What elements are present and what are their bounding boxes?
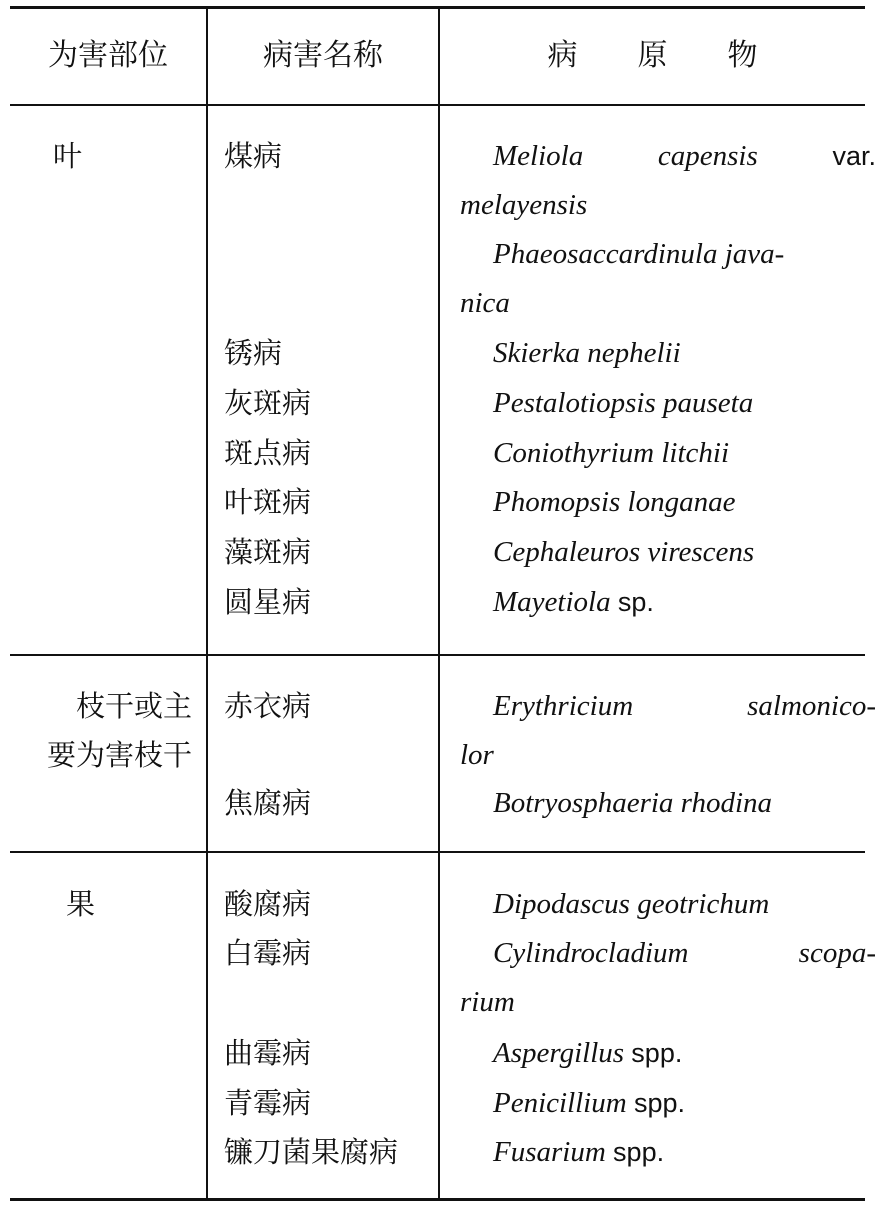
pathogen-word: Cylindrocladium [493, 937, 689, 969]
pathogen-line: rium [460, 986, 515, 1018]
pathogen-name: Cephaleuros virescens [493, 536, 755, 568]
pathogen-name [460, 230, 845, 328]
disease-name: 赤衣病 [224, 689, 312, 723]
pathogen-line: Phaeosaccardinula java- [493, 238, 785, 270]
pathogen-name [460, 929, 876, 1027]
pathogen-name [493, 1029, 682, 1078]
part-line: 枝干或主 [75, 689, 192, 723]
disease-name: 白霉病 [224, 936, 312, 970]
disease-name: 镰刀菌果腐病 [224, 1135, 399, 1169]
part-label-leaf: 叶 [53, 139, 83, 173]
disease-name: 煤病 [224, 139, 283, 173]
pathogen-rank: spp. [613, 1137, 665, 1167]
disease-name: 灰斑病 [224, 386, 312, 420]
pathogen-name [460, 132, 876, 230]
pathogen-line: nica [460, 287, 510, 319]
pathogen-name [493, 578, 654, 627]
disease-name: 曲霉病 [224, 1036, 312, 1070]
disease-name: 叶斑病 [224, 485, 312, 519]
disease-name: 焦腐病 [224, 786, 312, 820]
pathogen-name [493, 1128, 664, 1177]
pathogen-word: scopa- [798, 937, 876, 969]
disease-name: 青霉病 [224, 1086, 312, 1120]
pathogen-line: lor [460, 739, 494, 771]
disease-name: 斑点病 [224, 436, 312, 470]
pathogen-rank: spp. [633, 1088, 685, 1118]
pathogen-genus: Mayetiola [493, 586, 611, 618]
disease-name: 藻斑病 [224, 535, 312, 569]
disease-name: 锈病 [224, 336, 283, 370]
header-pathogen: 病 原 物 [547, 38, 758, 73]
part-label-fruit: 果 [66, 887, 96, 921]
pathogen-name: Botryosphaeria rhodina [493, 787, 772, 819]
part-label-branch [22, 682, 192, 780]
pathogen-rank: spp. [631, 1038, 683, 1068]
pathogen-name: Phomopsis longanae [493, 486, 736, 518]
pathogen-word: salmonico- [747, 690, 876, 722]
column-divider [206, 8, 208, 1200]
pathogen-genus: Fusarium [493, 1136, 606, 1168]
pathogen-genus: Aspergillus [493, 1037, 625, 1069]
pathogen-name [460, 682, 876, 780]
pathogen-rank: var. [832, 141, 876, 171]
disease-name: 圆星病 [224, 585, 312, 619]
pathogen-name: Skierka nephelii [493, 337, 681, 369]
part-line: 要为害枝干 [46, 738, 192, 772]
header-disease-name: 病害名称 [263, 38, 383, 73]
header-part: 为害部位 [48, 38, 168, 73]
pathogen-word: capensis [657, 140, 758, 172]
pathogen-genus: Penicillium [493, 1087, 627, 1119]
column-divider [438, 8, 440, 1200]
disease-name: 酸腐病 [224, 887, 312, 921]
pathogen-name: Dipodascus geotrichum [493, 888, 770, 920]
pathogen-line: melayensis [460, 189, 588, 221]
pathogen-word: Erythricium [493, 690, 634, 722]
pathogen-name: Coniothyrium litchii [493, 437, 730, 469]
pathogen-rank: sp. [617, 587, 654, 617]
pathogen-name [493, 1079, 685, 1128]
pathogen-name: Pestalotiopsis pauseta [493, 387, 754, 419]
pathogen-word: Meliola [493, 140, 584, 172]
